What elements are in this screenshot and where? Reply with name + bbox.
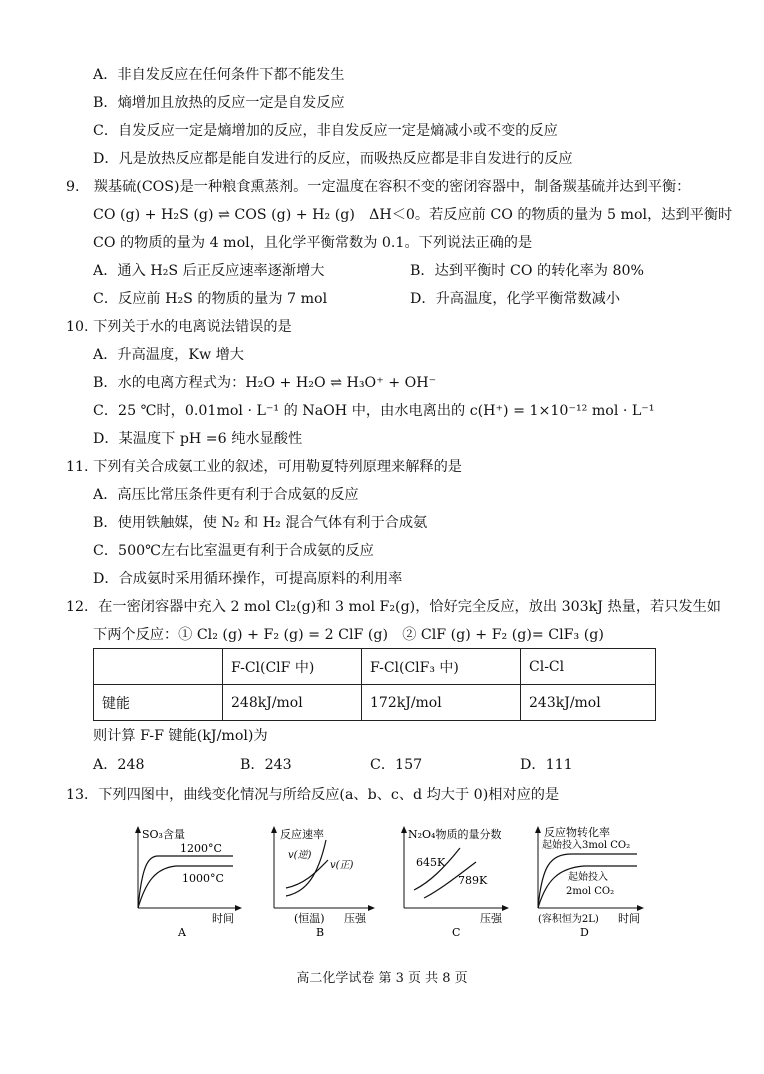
figure-b-curve1-label: v(逆) (288, 850, 312, 861)
figure-a-letter: A (178, 926, 186, 939)
q12-option-b: B．243 (240, 757, 292, 773)
q9-stem-line2: CO (g) + H₂S (g) ⇌ COS (g) + H₂ (g) ΔH＜0。若反应前 CO 的物质的量为 5 mol，达到平衡时 (93, 207, 733, 223)
table-row (94, 685, 656, 721)
q11-option-d: D．合成氨时采用循环操作，可提高原料的利用率 (93, 571, 403, 587)
figure-d-letter: D (580, 926, 589, 939)
q12-option-c: C．157 (370, 757, 423, 773)
table-header-cell (94, 649, 223, 685)
page-footer: 高二化学试卷 第 3 页 共 8 页 (296, 971, 468, 986)
figure-c (400, 826, 518, 938)
figure-a-xlabel: 时间 (212, 912, 234, 925)
q10-option-a: A．升高温度，Kw 增大 (93, 347, 244, 363)
figure-d (532, 826, 654, 938)
figure-d-curve1-label: 起始投入3mol CO₂ (542, 840, 631, 851)
table-row (94, 649, 656, 685)
figure-d-xnote: (容积恒为2L) (538, 914, 599, 925)
figure-c-xlabel: 压强 (480, 912, 502, 925)
figure-a-curve2-label: 1000°C (182, 872, 224, 885)
q10-option-c: C．25 ℃时，0.01mol · L⁻¹ 的 NaOH 中，由水电离出的 c(H⁺) = 1×10⁻¹² mol · L⁻¹ (93, 403, 655, 419)
figure-a (128, 826, 248, 938)
figure-a-curve1-label: 1200°C (180, 842, 222, 855)
q9-stem-line3: CO 的物质的量为 4 mol，且化学平衡常数为 0.1。下列说法正确的是 (93, 235, 533, 251)
q12-stem-line2: 下两个反应：① Cl₂ (g) + F₂ (g) = 2 ClF (g) ② ClF (g) + F₂ (g)= ClF₃ (g) (93, 627, 604, 643)
figure-b-xnote: (恒温) (294, 912, 325, 925)
figure-d-curve2-label-line2: 2mol CO₂ (566, 886, 615, 897)
q11-option-b: B．使用铁触媒，使 N₂ 和 H₂ 混合气体有利于合成氨 (93, 515, 428, 531)
table-header-cell: F-Cl(ClF₃ 中) (362, 649, 521, 685)
figure-b (266, 826, 386, 938)
figure-b-curve2-label: v(正) (330, 860, 354, 871)
q9-option-a: A．通入 H₂S 后正反应速率逐渐增大 (93, 263, 325, 279)
q8-option-b: B．熵增加且放热的反应一定是自发反应 (93, 95, 345, 111)
q11-option-a: A．高压比常压条件更有利于合成氨的反应 (93, 487, 359, 503)
q9-option-d: D．升高温度，化学平衡常数减小 (410, 291, 621, 307)
figure-d-curve2-label: 起始投入 (568, 872, 608, 883)
figure-d-plot (532, 826, 654, 938)
q11-option-c: C．500℃左右比室温更有利于合成氨的反应 (93, 543, 374, 559)
figure-b-xlabel: 压强 (344, 912, 366, 925)
table-cell: 172kJ/mol (362, 685, 521, 721)
q10-option-b: B．水的电离方程式为：H₂O + H₂O ⇌ H₃O⁺ + OH⁻ (93, 375, 437, 391)
q12-ask: 则计算 F-F 键能(kJ/mol)为 (93, 728, 268, 744)
figure-c-letter: C (452, 926, 461, 939)
figure-c-curve2-label: 789K (458, 874, 488, 887)
bond-energy-table (93, 648, 656, 721)
q9-stem-line1: 9. 羰基硫(COS)是一种粮食熏蒸剂。一定温度在容积不变的密闭容器中，制备羰基硫并达到平衡： (66, 179, 691, 195)
table-cell: 248kJ/mol (223, 685, 362, 721)
q8-option-c: C．自发反应一定是熵增加的反应，非自发反应一定是熵减小或不变的反应 (93, 123, 558, 139)
q12-option-d: D．111 (520, 757, 573, 773)
figure-d-ylabel: 反应物转化率 (544, 826, 610, 839)
figure-c-curve1-label: 645K (416, 856, 446, 869)
figure-b-ylabel: 反应速率 (280, 828, 324, 841)
figure-a-ylabel: SO₃含量 (142, 828, 185, 841)
figure-a-plot (128, 826, 248, 938)
figure-c-ylabel: N₂O₄物质的量分数 (408, 828, 502, 841)
table-cell: 243kJ/mol (521, 685, 656, 721)
q9-option-b: B．达到平衡时 CO 的转化率为 80% (410, 263, 645, 279)
figure-c-plot (400, 826, 518, 938)
figure-b-plot (266, 826, 386, 938)
q13-stem: 13．下列四图中，曲线变化情况与所给反应(a、b、c、d 均大于 0)相对应的是 (66, 787, 560, 803)
q10-stem: 10. 下列关于水的电离说法错误的是 (66, 319, 292, 335)
q9-option-c: C．反应前 H₂S 的物质的量为 7 mol (93, 291, 328, 307)
q8-option-a: A．非自发反应在任何条件下都不能发生 (93, 67, 345, 83)
table-header-cell: F-Cl(ClF 中) (223, 649, 362, 685)
q8-option-d: D．凡是放热反应都是能自发进行的反应，而吸热反应都是非自发进行的反应 (93, 151, 573, 167)
table-header-cell: Cl-Cl (521, 649, 656, 685)
figure-b-letter: B (316, 926, 325, 939)
q12-stem-line1: 12．在一密闭容器中充入 2 mol Cl₂(g)和 3 mol F₂(g)，恰好完全反应，放出 303kJ 热量，若只发生如 (66, 599, 721, 615)
q12-option-a: A．248 (93, 757, 145, 773)
figure-d-xlabel: 时间 (618, 912, 640, 925)
table-cell: 键能 (94, 685, 223, 721)
q11-stem: 11. 下列有关合成氨工业的叙述，可用勒夏特列原理来解释的是 (66, 459, 462, 475)
q10-option-d: D．某温度下 pH =6 纯水显酸性 (93, 431, 303, 447)
